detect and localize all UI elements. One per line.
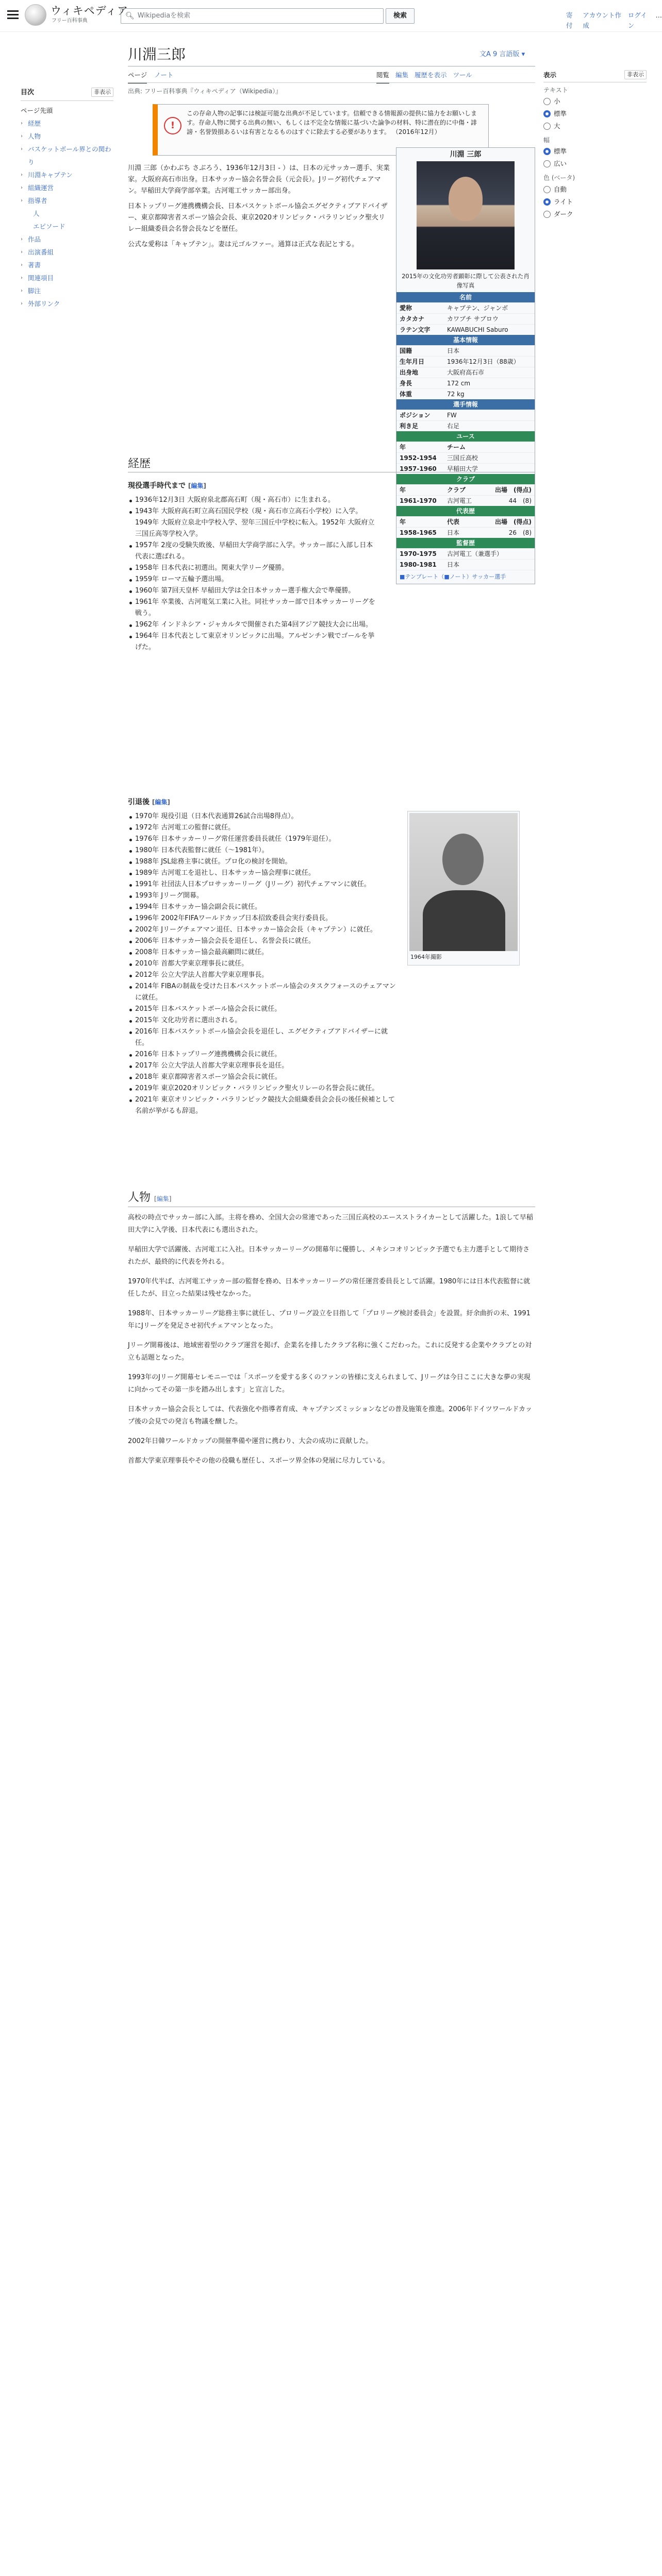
list-item: 1943年 大阪府高石町立高石国民学校（現・高石市立高石小学校）に入学。1949年 大阪府立泉北中学校入学、翌年三国丘中学校に転入。1952年 大阪府立三国丘高等学校入学。 <box>128 506 375 540</box>
list-item: 2016年 日本トップリーグ連携機構会長に就任。 <box>128 1049 396 1060</box>
toc-heading <box>21 88 113 101</box>
chevron-right-icon[interactable]: › <box>21 184 23 191</box>
warning-icon: ! <box>164 117 181 134</box>
list-item: 1960年 第7回天皇杯 早稲田大学は全日本サッカー選手権大会で準優勝。 <box>128 585 375 597</box>
infobox-value: (8) <box>523 497 532 504</box>
infobox-row <box>396 378 535 388</box>
list-item: 2012年 公立大学法人首都大学東京理事長。 <box>128 970 396 981</box>
intro-paragraph: 公式な愛称は「キャプテン」。妻は元ゴルファー。通算は正式な表記とする。 <box>128 241 359 248</box>
toc-item-label: 組織運営 <box>28 183 54 192</box>
user-links <box>566 10 662 31</box>
infobox-key: 1957-1960 <box>400 465 437 472</box>
section-career: 経歴 <box>128 456 535 472</box>
list-item: 1964年 日本代表として東京オリンピックに出場。アルゼンチン戦でゴールを挙げた。 <box>128 631 375 653</box>
infobox-row <box>396 324 535 335</box>
nat-cols: 年 代表 出場 (得点) <box>396 516 535 527</box>
subsection-retire: 引退後 [編集] <box>128 798 170 806</box>
toc-item-label: エピソード <box>33 222 65 230</box>
infobox-value: 古河電工（兼選手） <box>447 550 503 557</box>
list-item: 1996年 2002年FIFAワールドカップ日本招致委員会実行委員長。 <box>128 913 396 924</box>
list-item: 2019年 東京2020オリンピック・パラリンピック聖火リレーの名誉会長に就任。 <box>128 1083 396 1094</box>
infobox-value: 日本 <box>447 347 460 354</box>
toc-item[interactable] <box>21 284 113 297</box>
infobox-title: 川淵 三郎 <box>450 150 482 159</box>
namespace-tabs <box>128 70 173 83</box>
infobox-key: カタカナ <box>400 315 425 323</box>
list-item: 2014年 FIBAの制裁を受けた日本バスケットボール協会のタスクフォースのチェアマンに就任。 <box>128 981 396 1004</box>
chevron-right-icon[interactable]: › <box>21 249 23 255</box>
list-item: 1959年 ローマ五輪予選出場。 <box>128 574 375 585</box>
login-link[interactable]: ログイン <box>627 11 647 29</box>
intro-text <box>128 163 391 255</box>
infobox-value: 44 <box>508 497 517 504</box>
section-person: 人物 [編集] <box>128 1190 535 1207</box>
list-item: 1957年 2度の受験失敗後、早稲田大学商学部に入学。サッカー部に入部し日本代表に選ばれる。 <box>128 540 375 563</box>
toc-item[interactable] <box>21 181 113 194</box>
infobox-value: FW <box>447 412 457 419</box>
infobox-key: 1952-1954 <box>400 454 437 462</box>
language-count: 9 言語版 <box>493 50 520 58</box>
chevron-right-icon[interactable]: › <box>21 197 23 204</box>
chevron-right-icon[interactable]: › <box>21 133 23 139</box>
infobox-section-manager: 監督歴 <box>396 538 535 548</box>
person-text <box>128 1212 535 1475</box>
chevron-right-icon[interactable]: › <box>21 262 23 268</box>
list-item: 1936年12月3日 大阪府泉北郡高石町（現・高石市）に生まれる。 <box>128 495 375 506</box>
toc-item-label: バスケットボール界との関わり <box>28 145 111 166</box>
page-source-note: 出典: フリー百科事典『ウィキペディア（Wikipedia）』 <box>128 88 282 95</box>
wordmark[interactable] <box>51 4 128 25</box>
infobox-key: ポジション <box>400 412 431 419</box>
infobox-value: 72 kg <box>447 391 465 398</box>
list-item: 2008年 日本サッカー協会最高顧問に就任。 <box>128 947 396 958</box>
subsection-player-era: 現役選手時代まで [編集] <box>128 482 206 490</box>
wikipedia-logo[interactable] <box>25 4 46 26</box>
portrait-photo[interactable] <box>417 161 515 269</box>
tab-read[interactable]: 閲覧 <box>376 70 389 83</box>
paragraph: Jリーグ開幕後は、地域密着型のクラブ運営を掲げ、企業名を排したクラブ名称に強くこだわった。これに反発する企業やクラブとの対立も話題となった。 <box>128 1342 532 1362</box>
career-player-list <box>128 495 375 653</box>
list-item: 1962年 インドネシア・ジャカルタで開催された第4回アジア競技大会に出場。 <box>128 619 375 631</box>
toc-item[interactable] <box>21 104 113 117</box>
infobox-row <box>396 495 535 506</box>
infobox-row <box>396 388 535 399</box>
infobox-row <box>396 367 535 378</box>
toc-item-label: 脚注 <box>28 286 41 295</box>
infobox-row <box>396 410 535 420</box>
list-item: 1972年 古河電工の監督に就任。 <box>128 822 396 834</box>
list-item: 1994年 日本サッカー協会副会長に就任。 <box>128 902 396 913</box>
infobox-row <box>396 302 535 313</box>
toc-item-label: 人物 <box>28 132 41 140</box>
infobox-row <box>396 420 535 431</box>
toc-item[interactable] <box>21 168 113 181</box>
width-wide[interactable]: 広い <box>543 158 647 170</box>
list-item: 2015年 文化功労者に選出される。 <box>128 1015 396 1026</box>
paragraph: 1970年代半ば、古河電工サッカー部の監督を務め、日本サッカーリーグの常任運営委員長として活躍。1980年には日本代表監督に就任したが、目立った結果は残せなかった。 <box>128 1278 531 1298</box>
toc-title: 目次 <box>21 89 35 96</box>
chevron-right-icon[interactable]: › <box>21 300 23 307</box>
toc-item[interactable] <box>21 259 113 272</box>
infobox-row <box>396 345 535 356</box>
infobox-value: 早稲田大学 <box>447 465 478 472</box>
appearance-heading: 表示 非表示 <box>543 70 647 82</box>
infobox <box>396 147 535 584</box>
search-placeholder: Wikipediaを検索 <box>137 11 191 20</box>
tab-talk[interactable]: ノート <box>154 71 174 79</box>
create-account-link[interactable]: アカウント作成 <box>583 11 622 29</box>
list-item: 1989年 古河電工を退社し、日本サッカー協会理事に就任。 <box>128 868 396 879</box>
chevron-right-icon[interactable]: › <box>21 236 23 242</box>
infobox-section-name: 名前 <box>396 292 535 302</box>
edit-link[interactable]: 編集 <box>156 1195 169 1202</box>
infobox-key: 体重 <box>400 391 412 398</box>
main-menu-icon[interactable] <box>7 10 19 20</box>
infobox-key: 1980-1981 <box>400 561 437 568</box>
infobox-row <box>396 559 535 570</box>
paragraph: 日本サッカー協会会長としては、代表強化や指導者育成、キャプテンズミッションなどの普及施策を推進。2006年ドイツワールドカップ後の会見での発言も物議を醸した。 <box>128 1405 532 1426</box>
infobox-value: カワブチ サブロウ <box>447 315 499 323</box>
toc-item-label: 川淵キャプテン <box>28 171 73 179</box>
toc-item[interactable] <box>21 143 113 168</box>
search-button[interactable]: 検索 <box>386 8 415 24</box>
search-icon: 🔍︎ <box>125 11 135 20</box>
infobox-value: 172 cm <box>447 380 471 387</box>
player-photo-1964 <box>409 813 518 951</box>
width-standard[interactable]: 標準 <box>543 145 647 158</box>
list-item: 2016年 日本バスケットボール協会会長を退任し、エグゼクティブアドバイザーに就任。 <box>128 1026 396 1049</box>
list-item: 1970年 現役引退（日本代表通算26試合出場8得点）。 <box>128 811 396 822</box>
infobox-key: 1961-1970 <box>400 497 437 504</box>
infobox-key: ラテン文字 <box>400 326 431 333</box>
infobox-key: 国籍 <box>400 347 412 354</box>
site-tagline: フリー百科事典 <box>52 18 88 24</box>
toc-item[interactable] <box>21 246 113 259</box>
site-header <box>0 0 662 32</box>
list-item: 2010年 首都大学東京理事長に就任。 <box>128 958 396 970</box>
toc-item[interactable] <box>21 220 113 233</box>
toc-item-label: 人 <box>33 209 40 217</box>
infobox-section-player: 選手情報 <box>396 399 535 410</box>
page-title: 川淵三郎 <box>128 46 186 63</box>
infobox-value: キャプテン、ジャンボ <box>447 304 508 312</box>
more-icon[interactable]: … <box>655 11 662 19</box>
toc-list <box>21 104 113 310</box>
color-light[interactable]: ライト <box>543 196 647 208</box>
tabs-divider <box>128 82 535 83</box>
infobox-key: 1970-1975 <box>400 550 437 557</box>
infobox-key: 利き足 <box>400 422 419 430</box>
infobox-key: 1958-1965 <box>400 529 437 536</box>
toc-item-label: 出演番組 <box>28 248 54 256</box>
tab-history[interactable]: 履歴を表示 <box>415 71 447 79</box>
infobox-value: 日本 <box>447 561 460 568</box>
infobox-row <box>396 313 535 324</box>
infobox-value: 26 <box>508 529 517 536</box>
paragraph: 首都大学東京理事長やその他の役職も歴任し、スポーツ界全体の発展に尽力している。 <box>128 1457 389 1465</box>
list-item: 1976年 日本サッカーリーグ常任運営委員長就任（1979年退任）。 <box>128 834 396 845</box>
list-item: 1993年 Jリーグ開幕。 <box>128 890 396 902</box>
infobox-value: 日本 <box>447 529 460 536</box>
appearance-hide-button[interactable]: 非表示 <box>624 70 647 79</box>
list-item: 1980年 日本代表監督に就任（〜1981年）。 <box>128 845 396 856</box>
text-size-label: テキスト <box>543 87 568 94</box>
list-item: 2015年 日本バスケットボール協会会長に就任。 <box>128 1004 396 1015</box>
infobox-value: (8) <box>523 529 532 536</box>
list-item: 1958年 日本代表に初選出。関東大学リーグ優勝。 <box>128 563 375 574</box>
infobox-value: 古河電工 <box>447 497 472 504</box>
toc-item-label: ページ先頭 <box>21 106 53 114</box>
infobox-row <box>396 527 535 538</box>
list-item: 2006年 日本サッカー協会会長を退任し、名誉会長に就任。 <box>128 936 396 947</box>
paragraph: 早稲田大学で活躍後、古河電工に入社。日本サッカーリーグの開幕年に優勝し、メキシコオリンピック予選でも主力選手として期待されたが、最終的に代表を外れる。 <box>128 1246 530 1266</box>
edit-link[interactable]: 編集 <box>191 482 204 489</box>
edit-link[interactable]: 編集 <box>155 799 168 806</box>
list-item: 1988年 JSL総務主事に就任。プロ化の検討を開始。 <box>128 856 396 868</box>
toc-item[interactable] <box>21 272 113 284</box>
list-item: 2018年 東京都障害者スポーツ協会会長に就任。 <box>128 1072 396 1083</box>
toc-item[interactable] <box>21 297 113 310</box>
infobox-section-info: 基本情報 <box>396 335 535 345</box>
tab-edit[interactable]: 編集 <box>395 71 409 79</box>
infobox-section-club: クラブ <box>396 474 535 484</box>
club-cols: 年 クラブ 出場 (得点) <box>396 484 535 495</box>
paragraph: 1993年のJリーグ開幕セレモニーでは「スポーツを愛する多くのファンの皆様に支えられまして、Jリーグは今日ここに大きな夢の実現に向かってその第一歩を踏み出します」と宣言した。 <box>128 1374 531 1394</box>
chevron-right-icon[interactable]: › <box>21 287 23 294</box>
infobox-footer[interactable]: ■テンプレート（■ノート）サッカー選手 <box>396 570 535 584</box>
toc-item-label: 関連項目 <box>28 274 54 282</box>
toc-item-label: 経歴 <box>28 119 41 127</box>
infobox-value: KAWABUCHI Saburo <box>447 326 508 333</box>
view-tabs <box>376 70 472 83</box>
chevron-right-icon[interactable]: › <box>21 172 23 178</box>
youth-cols: 年 チーム <box>396 442 535 452</box>
career-retire-list <box>128 811 396 1117</box>
intro-paragraph: 川淵 三郎（かわぶち さぶろう、1936年12月3日 - ）は、日本の元サッカー選手、実業家。大阪府高石市出身。日本サッカー協会名誉会長（元会長）。Jリーグ初代チェアマン。早稲田大学商学部卒業。古河電工サッカー部出身。 <box>128 164 390 195</box>
notice-date: （2016年12月） <box>392 128 441 135</box>
infobox-key: 生年月日 <box>400 358 425 365</box>
photo-caption: 2015年の文化功労者顕彰に際して公表された肖像写真 <box>402 273 529 289</box>
toc-hide-button[interactable]: 非表示 <box>91 88 113 97</box>
toc-sidebar <box>21 88 113 310</box>
infobox-section-youth: ユース <box>396 431 535 442</box>
donate-link[interactable]: 寄付 <box>566 11 573 29</box>
toc-item[interactable] <box>21 117 113 130</box>
infobox-key: 愛称 <box>400 304 412 312</box>
infobox-value: 右足 <box>447 422 460 430</box>
paragraph: 2002年日韓ワールドカップの開催準備や運営に携わり、大会の成功に貢献した。 <box>128 1437 373 1445</box>
appearance-sidebar <box>543 70 647 221</box>
infobox-row <box>396 548 535 559</box>
notice-text: この存命人物の記事には検証可能な出典が不足しています。信頼できる情報源の提供に協力をお願いします。存命人物に関する出典の無い、もしくは不完全な情報に基づいた論争の材料、特に潜在的に中傷・誹謗・名誉毀損あるいは有害となるものはすぐに除去する必要があります。 <box>187 110 477 135</box>
list-item: 2002年 Jリーグチェアマン退任、日本サッカー協会会長（キャプテン）に就任。 <box>128 924 396 936</box>
width-label: 幅 <box>543 137 550 144</box>
toc-item[interactable] <box>21 194 113 207</box>
historic-photo[interactable] <box>407 811 520 965</box>
infobox-row <box>396 356 535 367</box>
tab-page[interactable]: ページ <box>128 70 147 83</box>
text-size-small[interactable]: 小 <box>543 95 647 108</box>
list-item: 2021年 東京オリンピック・パラリンピック競技大会組織委員会会長の後任候補として名前が挙がるも辞退。 <box>128 1094 396 1117</box>
toc-item-label: 著書 <box>28 261 41 269</box>
infobox-section-national: 代表歴 <box>396 506 535 516</box>
toc-item-label: 外部リンク <box>28 299 60 308</box>
toc-item[interactable] <box>21 233 113 246</box>
infobox-key: 身長 <box>400 380 412 387</box>
tab-tools[interactable]: ツール <box>453 71 472 79</box>
color-dark[interactable]: ダーク <box>543 208 647 221</box>
infobox-key: 出身地 <box>400 369 419 376</box>
toc-item-label: 指導者 <box>28 196 47 205</box>
chevron-right-icon[interactable]: › <box>21 146 23 152</box>
site-name: ウィキペディア <box>51 5 129 17</box>
search-input[interactable] <box>121 8 384 24</box>
paragraph: 1988年、日本サッカーリーグ総務主事に就任し、プロリーグ設立を目指して「プロリーグ検討委員会」を設置。紆余曲折の末、1991年にJリーグを発足させ初代チェアマンとなった。 <box>128 1310 531 1330</box>
historic-photo-caption: 1964年撮影 <box>410 954 442 960</box>
text-size-standard[interactable]: 標準 <box>543 108 647 120</box>
intro-paragraph: 日本トップリーグ連携機構会長、日本バスケットボール協会エグゼクティブアドバイザー、東京都障害者スポーツ協会会長、東京2020オリンピック・パラリンピック聖火リレー組織委員会名誉会長などを歴任。 <box>128 202 388 233</box>
chevron-right-icon[interactable]: › <box>21 120 23 126</box>
toc-item[interactable] <box>21 130 113 143</box>
color-auto[interactable]: 自動 <box>543 183 647 196</box>
paragraph: 高校の時点でサッカー部に入部。主将を務め、全国大会の常連であった三国丘高校のエースストライカーとして活躍した。1浪して早稲田大学に入学後、日本代表にも選出された。 <box>128 1214 533 1234</box>
language-button[interactable]: 文A 9 言語版 ▾ <box>479 50 525 58</box>
infobox-value: 三国丘高校 <box>447 454 478 462</box>
toc-item[interactable] <box>21 207 113 220</box>
list-item: 2017年 公立大学法人首都大学東京理事長を退任。 <box>128 1060 396 1072</box>
chevron-right-icon[interactable]: › <box>21 275 23 281</box>
text-size-large[interactable]: 大 <box>543 120 647 132</box>
infobox-value: 大阪府高石市 <box>447 369 485 376</box>
toc-item-label: 作品 <box>28 235 41 243</box>
infobox-value: 1936年12月3日（88歳） <box>447 358 520 365</box>
list-item: 1961年 卒業後、古河電気工業に入社。同社サッカー部で日本サッカーリーグを戦う。 <box>128 597 375 619</box>
list-item: 1991年 社団法人日本プロサッカーリーグ（Jリーグ）初代チェアマンに就任。 <box>128 879 396 890</box>
color-label: 色 (ベータ) <box>543 174 575 182</box>
